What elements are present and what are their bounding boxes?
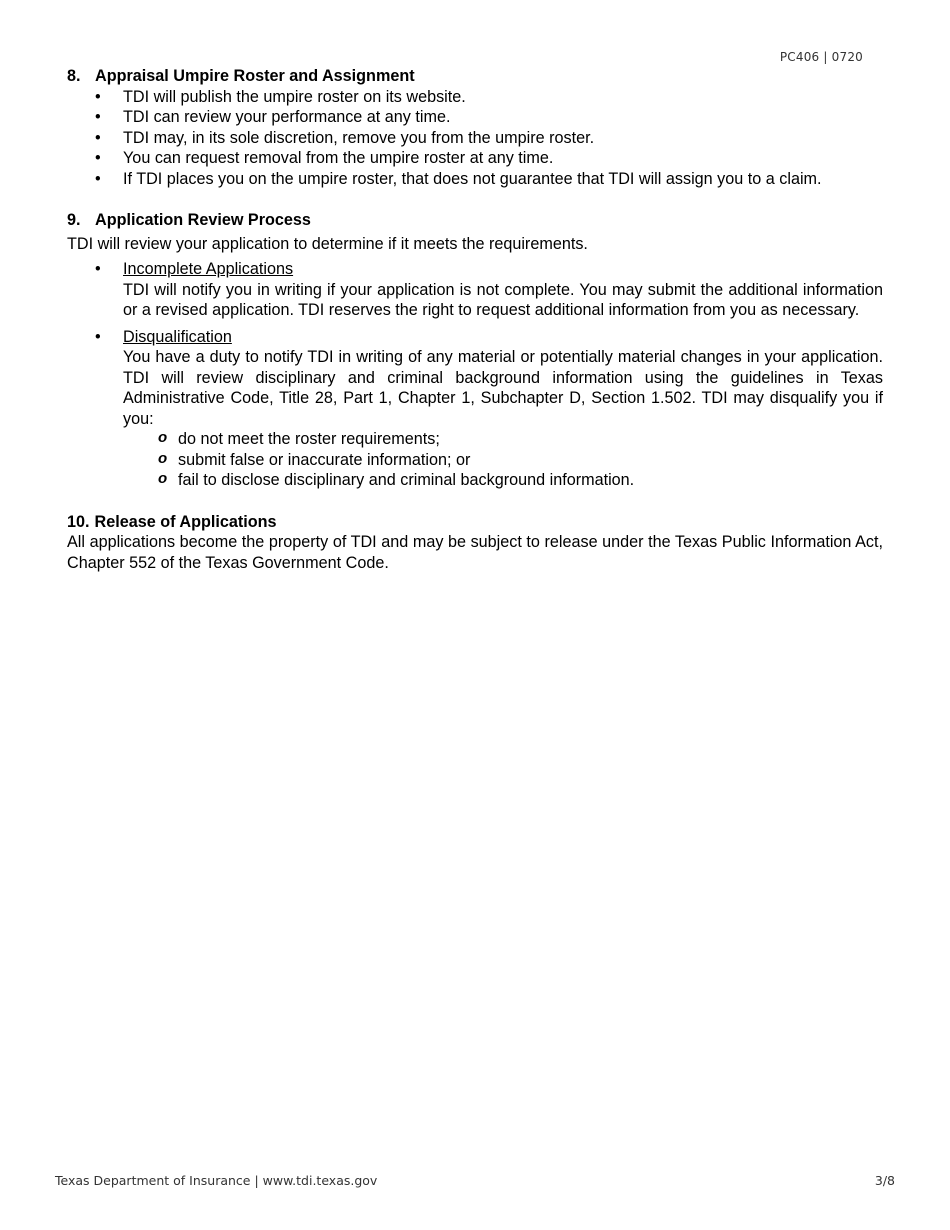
section-9-title: Application Review Process <box>95 211 311 229</box>
list-item: o do not meet the roster requirements; <box>123 429 883 450</box>
disqualification-block <box>67 327 883 491</box>
list-item: o fail to disclose disciplinary and criminal background information. <box>123 470 883 491</box>
section-9-number: 9. <box>67 211 81 229</box>
list-item: • TDI will publish the umpire roster on its website. <box>67 87 883 108</box>
section-10-body: All applications become the property of TDI and may be subject to release under the Texas Public Information Act, Chapter 552 of the Texas Government Code. <box>67 533 883 572</box>
list-item: • You can request removal from the umpire roster at any time. <box>67 148 883 169</box>
document-body <box>67 66 883 573</box>
list-item: • TDI can review your performance at any time. <box>67 107 883 128</box>
page-number: 3/8 <box>874 1173 895 1188</box>
footer-agency: Texas Department of Insurance | www.tdi.texas.gov <box>55 1173 378 1188</box>
section-10-heading <box>67 512 883 533</box>
list-item: o submit false or inaccurate information; or <box>123 450 883 471</box>
incomplete-applications-body: TDI will notify you in writing if your application is not complete. You may submit the additional information or a revised application. TDI reserves the right to request additional information from you as necessary. <box>123 280 883 319</box>
disqualification-list <box>123 429 883 491</box>
disqualification-title: • Disqualification <box>123 327 232 346</box>
incomplete-applications-block <box>67 259 883 321</box>
list-item: • TDI may, in its sole discretion, remove you from the umpire roster. <box>67 128 883 149</box>
section-8-list <box>67 87 883 190</box>
list-item: • If TDI places you on the umpire roster, that does not guarantee that TDI will assign you to a claim. <box>67 169 883 190</box>
section-8-heading <box>67 66 883 87</box>
section-8-number: 8. <box>67 67 81 85</box>
form-number: PC406 | 0720 <box>779 50 863 64</box>
incomplete-applications-title: • Incomplete Applications <box>123 260 294 278</box>
section-10-number: 10. <box>67 512 90 531</box>
section-9-heading <box>67 210 883 231</box>
disqualification-body: You have a duty to notify TDI in writing of any material or potentially material changes in your application. TDI will review disciplinary and criminal background information using the guidelines in Texas Administrative Code, Title 28, Part 1, Chapter 1, Subchapter D, Section 1.502. TDI may disqualify you if you: <box>123 348 883 428</box>
section-8-title: Appraisal Umpire Roster and Assignment <box>95 67 415 85</box>
section-9-intro: TDI will review your application to determine if it meets the requirements. <box>67 234 588 253</box>
section-10-title: Release of Applications <box>94 512 277 531</box>
